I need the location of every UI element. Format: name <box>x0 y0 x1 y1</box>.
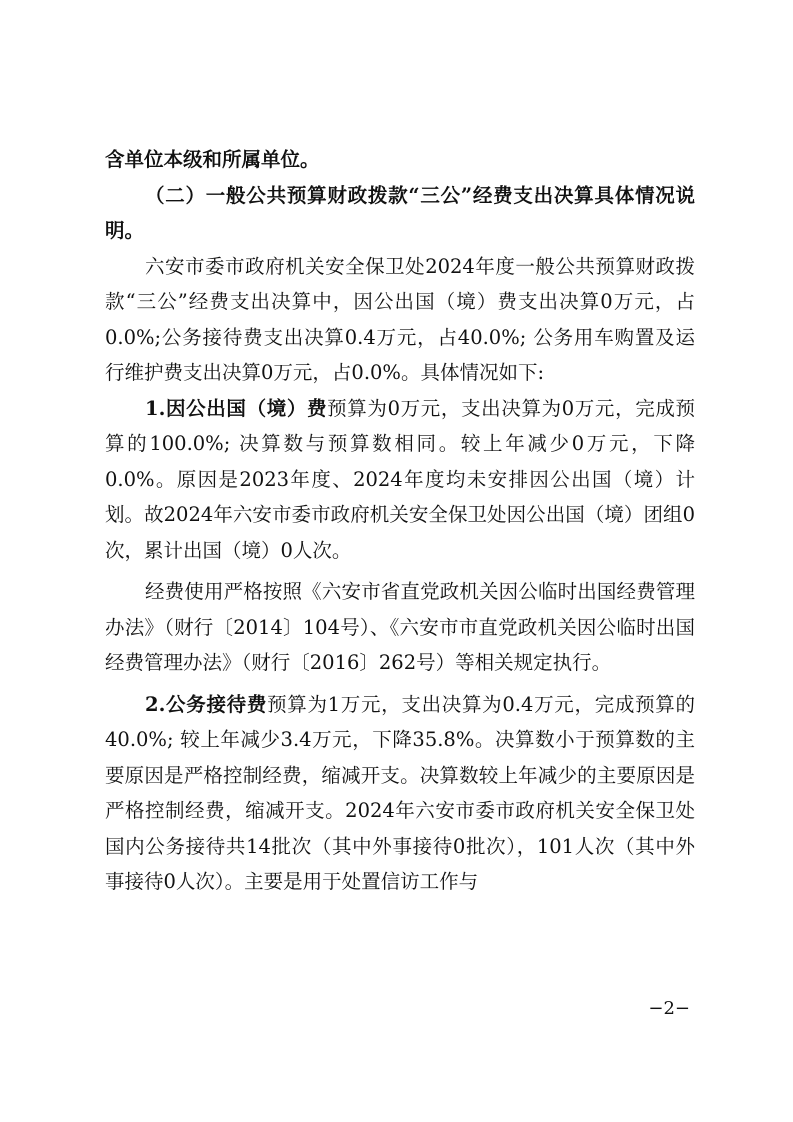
paragraph-continuation: 含单位本级和所属单位。 <box>105 148 320 171</box>
paragraph-regulations: 经费使用严格按照《六安市省直党政机关因公临时出国经费管理办法》（财行〔2014〕104号）、《六安市市直党政机关因公临时出国经费管理办法》（财行〔2016〕262号）等相关规定执行。 <box>105 580 695 674</box>
paragraph-overseas-travel <box>105 391 695 569</box>
paragraph-reception <box>105 687 695 900</box>
paragraph-summary: 六安市委市政府机关安全保卫处2024年度一般公共预算财政拨款“三公”经费支出决算中，因公出国（境）费支出决算0万元，占0.0%;公务接待费支出决算0.4万元，占40.0%; 公务用车购置及运行维护费支出决算0万元，占0.0%。具体情况如下: <box>105 254 695 384</box>
item-title-reception: 2.公务接待费 <box>145 692 268 716</box>
body-text <box>105 142 695 900</box>
item-body-reception: 预算为1万元，支出决算为0.4万元，完成预算的40.0%; 较上年减少3.4万元，下降35.8%。决算数小于预算数的主要原因是严格控制经费，缩减开支。决算数较上年减少的主要原因是严格控制经费，缩减开支。2024年六安市委市政府机关安全保卫处国内公务接待共14批次（其中外事接待0批次），101人次（其中外事接待0人次）。主要是用于处置信访工作与 <box>105 692 695 893</box>
page-number: −2− <box>648 998 690 1019</box>
section-heading: （二）一般公共预算财政拨款“三公”经费支出决算具体情况说明。 <box>105 183 695 242</box>
item-body-overseas-travel: 预算为0万元，支出决算为0万元，完成预算的100.0%; 决算数与预算数相同。较上年减少0万元，下降0.0%。原因是2023年度、2024年度均未安排因公出国（境）计划。故2024年六安市委市政府机关安全保卫处因公出国（境）团组0次，累计出国（境）0人次。 <box>105 396 695 562</box>
item-title-overseas-travel: 1.因公出国（境）费 <box>145 396 328 420</box>
